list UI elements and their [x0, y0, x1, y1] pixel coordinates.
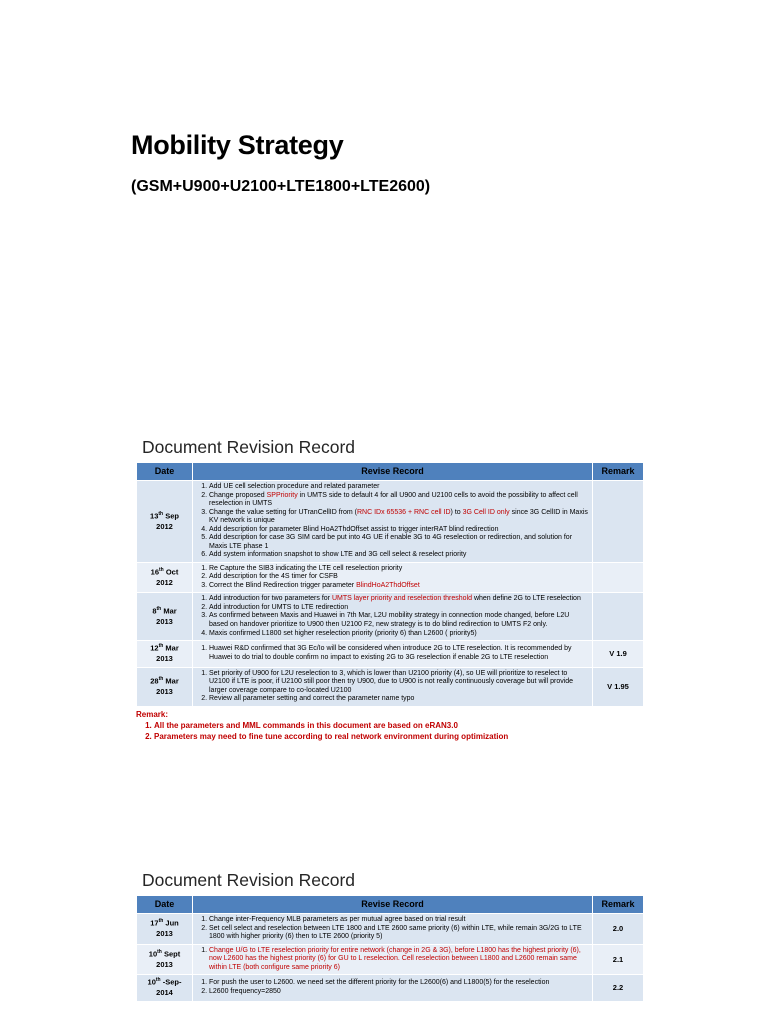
remark-cell: V 1.9 [593, 641, 644, 668]
revision-table-1 [136, 462, 644, 707]
record-item [209, 988, 589, 997]
date-day: 10 [148, 949, 158, 959]
record-item [209, 595, 589, 604]
date-year: 2013 [156, 654, 173, 664]
date-cell [137, 562, 193, 593]
remark-notes [136, 709, 643, 743]
table-row [137, 593, 644, 641]
date-suffix: th [158, 675, 164, 682]
record-cell [193, 914, 593, 945]
date-suffix: th [158, 918, 164, 925]
date-year: 2014 [156, 988, 173, 998]
record-cell [193, 562, 593, 593]
table-body [137, 914, 644, 1002]
record-item [209, 534, 589, 551]
date-cell [137, 593, 193, 641]
date-year: 2013 [156, 959, 173, 969]
record-item [209, 492, 589, 509]
date-day: 13 [150, 511, 159, 521]
record-item [209, 509, 589, 526]
record-item [209, 573, 589, 582]
record-cell [193, 944, 593, 975]
remark-list [136, 720, 643, 742]
date-month: Sep [165, 511, 179, 521]
record-text: when define 2G to LTE reselection [472, 595, 581, 603]
date-year: 2013 [156, 929, 173, 939]
record-text: Change inter-Frequency MLB parameters as per mutual agree based on trial result [209, 916, 466, 923]
remark-cell: 2.0 [593, 914, 644, 945]
date-day: 16 [150, 567, 159, 577]
highlight-text: Change U/G to LTE reselection priority for entire network (change in 2G & 3G), before L1800 has the highest priority (6), now L2600 has the highest priority (6) for GU to L reselection. Cell reselection between L1800 and L2600 remain same within LTE (both configure same priority 6) [209, 946, 581, 971]
record-text: Huawei R&D confirmed that 3G Ec/Io will be considered when introduce 2G to LTE reselection. It is recommended by Huawei to do trial to double confirm no impact to existing 2G to 3G reselection if enable 2G to LTE reselection [209, 645, 572, 661]
revision-table-2 [136, 895, 644, 1002]
record-list [196, 916, 589, 942]
date-cell [137, 914, 193, 945]
record-text: For push the user to L2600. we need set the different priority for the L2600(6) and L1800(5) for the reselection [209, 979, 550, 987]
date-suffix: th [158, 643, 164, 650]
table-row [137, 667, 644, 706]
highlight-text: 3G Cell ID only [462, 508, 510, 516]
header-date: Date [137, 463, 193, 481]
date-suffix: th [159, 566, 164, 573]
record-item [209, 582, 589, 591]
record-list [196, 483, 589, 560]
date-day: 28 [150, 676, 159, 686]
record-item [209, 483, 589, 492]
record-text: Re Capture the SIB3 indicating the LTE cell reselection priority [209, 564, 403, 572]
date-month: Oct [165, 567, 179, 577]
section-heading: Document Revision Record [142, 437, 356, 457]
record-text: Correct the Blind Redirection trigger parameter [209, 581, 357, 589]
record-list [196, 979, 589, 996]
date-day: 12 [150, 643, 159, 653]
record-item [209, 979, 589, 988]
remark-cell [593, 562, 644, 593]
table-header-row [137, 896, 644, 914]
page-subtitle: (GSM+U900+U2100+LTE1800+LTE2600) [131, 178, 431, 195]
table-header-row [137, 463, 644, 481]
record-item [209, 630, 589, 639]
header-revise-record: Revise Record [193, 463, 593, 481]
highlight-text: BlindHoA2ThdOffset [356, 581, 420, 589]
record-item [209, 947, 589, 973]
header-revise-record: Revise Record [193, 896, 593, 914]
remark-cell: V 1.95 [593, 667, 644, 706]
table-row [137, 481, 644, 563]
record-list [196, 595, 589, 638]
record-text: Change the value setting for UTranCellID from ( [209, 508, 357, 516]
date-cell [137, 641, 193, 668]
highlight-text: UMTS layer priority and reselection threshold [331, 595, 473, 603]
record-text: in UMTS side to default 4 for all U900 and U2100 cells to avoid the possibility to affect cell reselection in UMTS [209, 491, 578, 508]
record-item [209, 925, 589, 942]
record-item [209, 604, 589, 613]
record-text: Add introduction for two parameters for [209, 595, 332, 603]
date-suffix: th [155, 977, 161, 984]
date-cell [137, 481, 193, 563]
date-month: -Sep- [162, 977, 182, 987]
revision-record-section-1 [136, 437, 643, 742]
table-body [137, 481, 644, 707]
date-day: 8 [152, 606, 157, 616]
record-list [196, 565, 589, 591]
table-row [137, 975, 644, 1002]
record-item [209, 551, 589, 560]
record-text: Maxis confirmed L1800 set higher reselection priority (priority 6) than L2600 ( priority5) [209, 629, 477, 637]
remark-cell: 2.2 [593, 975, 644, 1002]
date-month: Mar [163, 606, 177, 616]
record-text: As confirmed between Maxis and Huawei in 7th Mar, L2U mobility strategy in connection mode changed, before L2U based on handover prioritize to U900 then U2100 F2, new strategy is to do blind redirection to UMTS F2 only. [209, 612, 570, 628]
record-text: Set cell select and reselection between LTE 1800 and LTE 2600 same priority (6) within LTE, while remain 3G/2G to LTE 1800 with higher priority (6) then to LTE 2600 (priority 5) [209, 924, 582, 941]
section-heading: Document Revision Record [142, 870, 356, 890]
date-month: Mar [165, 643, 179, 653]
date-month: Mar [165, 676, 179, 686]
date-suffix: th [156, 605, 162, 612]
date-cell [137, 944, 193, 975]
table-row [137, 641, 644, 668]
date-year: 2012 [156, 577, 173, 587]
date-cell [137, 975, 193, 1002]
header-date: Date [137, 896, 193, 914]
record-text: ) to [450, 508, 463, 516]
record-item [209, 565, 589, 574]
record-text: Review all parameter setting and correct the parameter name typo [209, 695, 415, 703]
record-text: Change proposed [209, 491, 267, 499]
record-list [196, 645, 589, 662]
date-suffix: th [158, 510, 164, 517]
record-item [209, 695, 589, 704]
record-cell [193, 481, 593, 563]
record-list [196, 670, 589, 704]
table-row [137, 914, 644, 945]
date-month: Sept [163, 949, 181, 959]
remark-item: 1. All the parameters and MML commands in this document are based on eRAN3.0 [154, 720, 643, 731]
record-item [209, 916, 589, 925]
record-text: Add introduction for UMTS to LTE redirection [209, 603, 349, 611]
remark-item: 2. Parameters may need to fine tune according to real network environment during optimization [154, 731, 643, 742]
header-remark: Remark [593, 463, 644, 481]
record-text: Add description for the 4S timer for CSFB [209, 573, 338, 581]
date-suffix: th [157, 948, 162, 955]
record-text: Add UE cell selection procedure and related parameter [209, 483, 380, 490]
record-text: Set priority of U900 for L2U reselection to 3, which is lower than U2100 priority (4), so UE will prioritize to reselect to U2100 if LTE is poor, if U2100 still poor then try U900, due to U900 is not really continuously coverage but will provide larger coverage compare to co-located U2100 [209, 669, 574, 694]
record-item [209, 526, 589, 535]
record-text: L2600 frequency=2850 [209, 987, 281, 995]
record-text: Add description for case 3G SIM card be put into 4G UE if enable 3G to 4G reselection or redirection, and solution for Maxis LTE phase 1 [209, 534, 573, 550]
date-day: 10 [147, 977, 156, 987]
record-list [196, 947, 589, 973]
highlight-text: RNC IDx 65536 + RNC cell ID [356, 508, 451, 516]
table-row [137, 944, 644, 975]
page-title: Mobility Strategy [131, 130, 344, 160]
remark-cell: 2.1 [593, 944, 644, 975]
date-month: Jun [165, 918, 179, 928]
revision-record-section-2 [136, 870, 643, 1002]
highlight-text: SPPriority [266, 491, 298, 499]
record-item [209, 645, 589, 662]
remark-cell [593, 593, 644, 641]
record-cell [193, 641, 593, 668]
record-item [209, 612, 589, 629]
record-item [209, 670, 589, 696]
remark-label: Remark: [136, 709, 169, 719]
table-row [137, 562, 644, 593]
header-remark: Remark [593, 896, 644, 914]
record-cell [193, 975, 593, 1002]
date-year: 2012 [156, 521, 173, 531]
record-cell [193, 667, 593, 706]
date-day: 17 [150, 918, 159, 928]
date-year: 2013 [156, 686, 173, 696]
record-text: Add description for parameter Blind HoA2ThdOffset assist to trigger interRAT blind redirection [209, 525, 499, 533]
record-text: since 3G CellID in Maxis KV network is unique [209, 508, 588, 525]
record-text: Add system information snapshot to show LTE and 3G cell select & reselect priority [209, 551, 467, 559]
remark-cell [593, 481, 644, 563]
date-year: 2013 [156, 616, 173, 626]
date-cell [137, 667, 193, 706]
record-cell [193, 593, 593, 641]
